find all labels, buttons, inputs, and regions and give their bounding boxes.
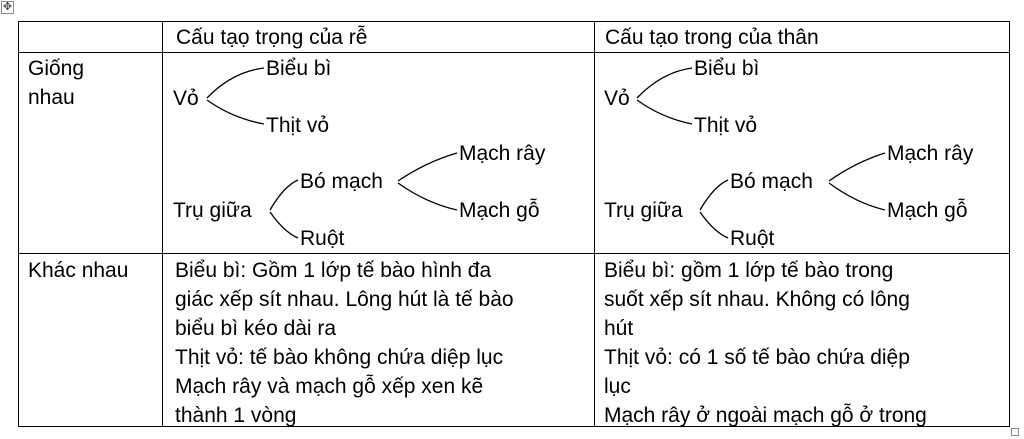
root-difference-line: thành 1 vòng (175, 404, 297, 427)
header-stem-structure: Cấu tạo trong của thân (605, 26, 819, 49)
row-label-same-line2: nhau (28, 86, 75, 109)
stem-bo-mach-to-mach-go-connector (829, 183, 885, 210)
root-bo-mach-label: Bó mạch (300, 170, 383, 193)
root-difference-line: biểu bì kéo dài ra (175, 317, 337, 340)
root-difference-line: Biểu bì: Gồm 1 lớp tế bào hình đa (175, 259, 492, 282)
stem-vo-to-thit-vo-connector (637, 100, 692, 124)
table-move-handle-icon[interactable]: ✥ (2, 1, 13, 13)
root-ruot-label: Ruột (300, 227, 345, 250)
root-thit-vo-label: Thịt vỏ (266, 114, 330, 137)
root-bo-mach-to-mach-ray-connector (398, 153, 457, 181)
root-vo-label: Vỏ (173, 87, 199, 110)
root-difference-line: Mạch rây và mạch gỗ xếp xen kẽ (175, 375, 484, 398)
root-bieu-bi-label: Biểu bì (266, 57, 332, 80)
stem-difference-line: hút (604, 317, 634, 340)
stem-difference-line: Biểu bì: gồm 1 lớp tế bào trong (604, 259, 894, 282)
root-tru-giua-to-ruot-connector (270, 212, 298, 238)
root-differences-text (175, 256, 514, 430)
stem-bieu-bi-label: Biểu bì (694, 57, 760, 80)
stem-mach-ray-label: Mạch rây (887, 142, 974, 165)
stem-difference-line: lục (604, 375, 631, 398)
stem-thit-vo-label: Thịt vỏ (694, 114, 758, 137)
stem-differences-text (604, 256, 927, 430)
row-label-same-line1: Giống (28, 57, 85, 80)
stem-vo-label: Vỏ (604, 87, 630, 110)
root-tru-giua-to-bo-mach-connector (270, 180, 298, 210)
stem-tru-giua-label: Trụ giữa (604, 199, 683, 222)
root-mach-go-label: Mạch gỗ (459, 199, 540, 222)
stem-bo-mach-to-mach-ray-connector (829, 153, 885, 181)
stem-vo-to-bieu-bi-connector (637, 68, 692, 98)
root-difference-line: giác xếp sít nhau. Lông hút là tế bào (175, 288, 514, 311)
header-root-structure: Cấu tạọ trọng của rễ (176, 26, 368, 49)
stem-difference-line: Mạch rây ở ngoài mạch gỗ ở trong (604, 404, 927, 427)
stem-mach-go-label: Mạch gỗ (887, 199, 968, 222)
root-bo-mach-to-mach-go-connector (398, 183, 457, 210)
stem-difference-line: Thịt vỏ: có 1 số tế bào chứa diệp (604, 346, 910, 369)
root-mach-ray-label: Mạch rây (459, 142, 546, 165)
row-label-different: Khác nhau (28, 259, 129, 282)
root-tru-giua-label: Trụ giữa (173, 199, 252, 222)
root-vo-to-thit-vo-connector (207, 100, 264, 124)
root-difference-line: Thịt vỏ: tế bào không chứa diệp lục (175, 346, 504, 369)
stem-tru-giua-to-ruot-connector (700, 212, 728, 238)
root-vo-to-bieu-bi-connector (207, 68, 264, 98)
stem-difference-line: suốt xếp sít nhau. Không có lông (604, 288, 910, 311)
stem-bo-mach-label: Bó mạch (730, 170, 813, 193)
stem-tru-giua-to-bo-mach-connector (700, 180, 728, 210)
stem-ruot-label: Ruột (730, 227, 775, 250)
